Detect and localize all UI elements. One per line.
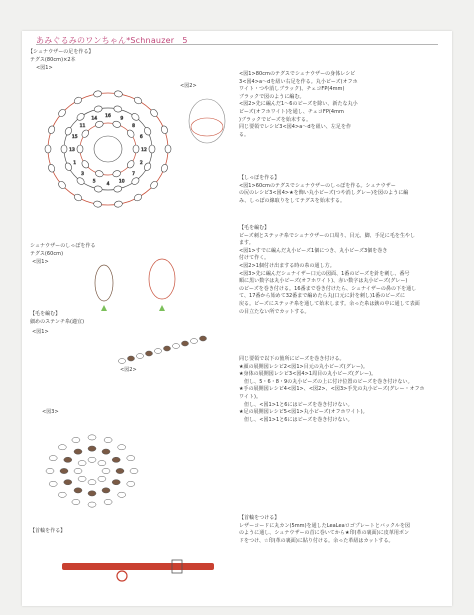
text-line: <図2>1個付け出まする時の糸の通し方。 [239,262,335,269]
bead [74,488,82,493]
bead [200,336,207,341]
section-collar-heading: 【首輪を作る】 [30,528,66,534]
bead [118,492,126,497]
collar-illustration [62,560,214,581]
figure-number: 5 [92,179,96,185]
bead [127,481,135,486]
bead [160,125,168,135]
bead [78,476,86,481]
text-line: ます。 [239,240,254,247]
figure-number: 16 [105,114,111,119]
bead [74,449,82,454]
section-foot-sub: テグス(80cm)×2本 [30,57,76,63]
text-line: ★身体の展開図レシピ3<図4>1周目の丸小ビーズ(グレー)。 [239,371,377,378]
figure-number: 15 [71,135,78,140]
bead [116,468,124,473]
text-line: 戻る。ビーズにステッチ糸を通して始末します。余った糸は鋏の中に通して表面 [239,300,420,307]
bead [137,354,144,359]
bead [114,90,123,97]
text-line: 付けて作く。 [239,255,270,262]
bead [102,449,110,454]
bead [146,351,153,356]
text-line: ワイト・つや消しブラック)、チェコFP(4mm) [239,86,345,93]
figure-number: 9 [120,116,124,122]
foot-bead-diagram [45,90,171,207]
text-line: 但し、<図1>1と6にはビーズを巻き付けない。 [239,416,353,423]
bead [102,488,110,493]
bead [93,200,102,207]
bead [128,356,135,361]
bead [98,461,106,466]
bead [133,145,139,153]
bead [58,492,66,497]
bead [77,145,83,153]
text-line: <図1>80cmのテグスでシュナウザーの身体レシピ [239,71,356,77]
bead [113,105,122,113]
bead [104,499,112,504]
figure-number: 13 [69,148,75,153]
page-title: あみぐるみのワンちゃん*Schnauzer 5 [36,36,188,45]
bead [76,112,86,122]
bead [114,200,123,207]
bead [49,456,57,461]
text-line: る。 [239,131,250,138]
bead [46,468,54,473]
bead-diagrams [22,31,237,606]
section-tail-sub: テグス(60cm) [30,251,64,257]
text-line: のように通し、シュナウザーの首に巻いてから★印(革の裏面)に皮革用ボン [239,530,410,537]
text-line: ドをつけ、☆印(革の裏面)に貼り付ける。余った革紐はカットする。 [239,537,394,544]
text-line: の目立たない所でカットする。 [239,308,310,315]
bead [88,502,96,507]
section-foot-heading: 【シュナウザーの足を作る】 [28,49,94,55]
text-line: ワイト)。 [239,393,262,400]
bead [133,96,143,105]
muzzle-bead-diagram [46,435,138,507]
tail-diagram-b [149,259,175,311]
bead [155,349,162,354]
bead [113,185,122,193]
bead [130,176,140,186]
bead [78,461,86,466]
text-line: み、しっぽの線取りをしてテグスを始末する。 [239,197,346,204]
bead [112,457,120,462]
fig2-label: <図2> [180,83,197,89]
bead [88,435,96,440]
text-line: レザーコードに丸カン(5mm)を通したLeaLeaロゴプレートとバックルを図 [239,522,411,529]
bead [182,341,189,346]
text-line: の尻のレシピ3<図4>★を飾い丸小ビーズ(つや消しグレー)を図のように編 [239,190,409,197]
collar-instructions [239,515,444,545]
bead [64,457,72,462]
bead [74,468,82,473]
bead [118,445,126,450]
bead [112,480,120,485]
foot-dome-diagram [189,99,225,143]
text-line: 同じ要領でレシピ3<図4>a〜dを紐い、左足を作 [239,124,352,131]
figure-number: 1 [73,161,77,166]
additional-instructions [239,356,444,424]
text-line: ビーズ(オフホワイト)を通し、チェコFP(4mm [239,108,344,115]
bead [164,346,171,351]
figure-number: 8 [132,124,135,129]
bead [173,344,180,349]
bead [47,163,55,173]
text-line: <図2>先に編んだ1〜6のビーズを除い、新たな丸小 [239,101,358,108]
bead [149,145,155,153]
text-line: ★手の展開図レシピ4<図1>、<図2>、<図3>手先の丸小ビーズ(グレー・オフホ [239,386,425,393]
figure-number: 3 [81,172,84,177]
section-hair-heading: 【毛を編む】 [30,311,61,317]
text-line: のビーズを巻き付ける。16番まで巻き付けたら、シュナイザーの鼻の下を通し [239,285,417,292]
bead [61,145,67,153]
text-line: )ブラックでビーズを始末する。 [239,116,312,123]
bead [112,170,121,178]
bead [72,499,80,504]
bead [60,468,68,473]
hair-fig1-label: <図1> [32,329,49,335]
bead [45,145,51,153]
foot-instructions [239,71,444,139]
hair-bead-row [119,336,207,364]
text-line: 同じ要領で以下の箇所にビーズを巻き付ける。 [239,356,345,362]
bead [49,481,57,486]
bead [98,476,106,481]
bead [64,162,73,172]
text-line: ★顔の展開図レシピ2<図1>目元の丸小ビーズ(グレー)。 [239,363,368,370]
text-line: ブラックで図のように編む。 [239,93,305,100]
text-line: 但し、5・6・8・9の丸小ビーズの上に付け位置のビーズを巻き付けない。 [239,378,413,385]
bead [88,446,96,451]
figure-number: 10 [118,179,125,185]
bead [93,90,102,97]
text-line: ★足の展開図レシピ5<図1>丸小ビーズ(オフホワイト)。 [239,409,368,416]
figure-number: 12 [141,148,147,153]
fig1-label: <図1> [36,65,53,71]
bead [143,126,152,136]
tail-instructions [239,175,444,205]
tail-fig-label: <図1> [32,259,49,265]
section-heading: 【しっぽを作る】 [239,175,280,181]
figure-number: 14 [91,116,98,122]
bead [64,480,72,485]
text-line: 順に黒い数字は丸小ビーズ(オフホワイト)、赤い数字は丸小ビーズ(グレー) [239,278,408,285]
bead [143,162,152,172]
bead [88,480,96,485]
text-line: <図3>先に編んだシュナイザー口元の図面、1番のビーズを針を刺し、番号 [239,270,410,277]
bead [94,105,103,113]
bead [130,468,138,473]
bead [88,457,96,462]
tail-diagram-a [95,265,113,311]
hair-instructions [239,225,444,316]
bead [104,437,112,442]
bead [88,491,96,496]
section-hair-sub: 細めのステンチ糸(適宜) [30,319,85,325]
bead [102,468,110,473]
bead [160,163,168,173]
text-line: 3<図4>a〜dを紐い右足を作る。丸小ビーズ(オフホ [239,78,358,85]
bead [119,359,126,364]
bead [76,176,86,186]
hair-fig3-label: <図3> [42,409,59,415]
bead [72,437,80,442]
hair-fig2-label: <図2> [120,367,137,373]
figure-number: 4 [106,182,110,187]
bead [95,170,104,178]
bead [94,185,103,193]
bead [58,445,66,450]
bead [73,193,83,202]
bead [47,125,55,135]
section-heading: 【首輪をつける】 [239,515,280,521]
section-tail-heading: シュナウザーのしっぽを作る [30,243,96,249]
bead [130,112,140,122]
figure-number: 2 [139,161,143,166]
bead [127,456,135,461]
document-page [22,31,452,606]
text-line: 但し、<図1>1と6にはビーズを巻き付けない。 [239,401,353,408]
text-line: <図1>60cmのテグスでシュナウザーのしっぽを作る。シュナウザー [239,182,396,189]
figure-number: 7 [132,172,135,177]
text-line: て、17番から始めて32番まで編めたら丸(口元に針を刺し)1番のビーズに [239,293,406,300]
bead [165,145,171,153]
figure-number: 11 [79,124,86,129]
bead [73,96,83,105]
bead [133,193,143,202]
text-line: <図1>すでに編んだ丸小ビーズ1個につき、丸小ビーズ3個を巻き [239,247,388,254]
text-line: ビーズ刺とステッチ糸でシュナウザーの口周り、目元、脚、手足に毛を生やし [239,232,416,239]
bead [191,339,198,344]
section-heading: 【毛を編む】 [239,225,270,231]
figure-number: 6 [139,135,143,140]
